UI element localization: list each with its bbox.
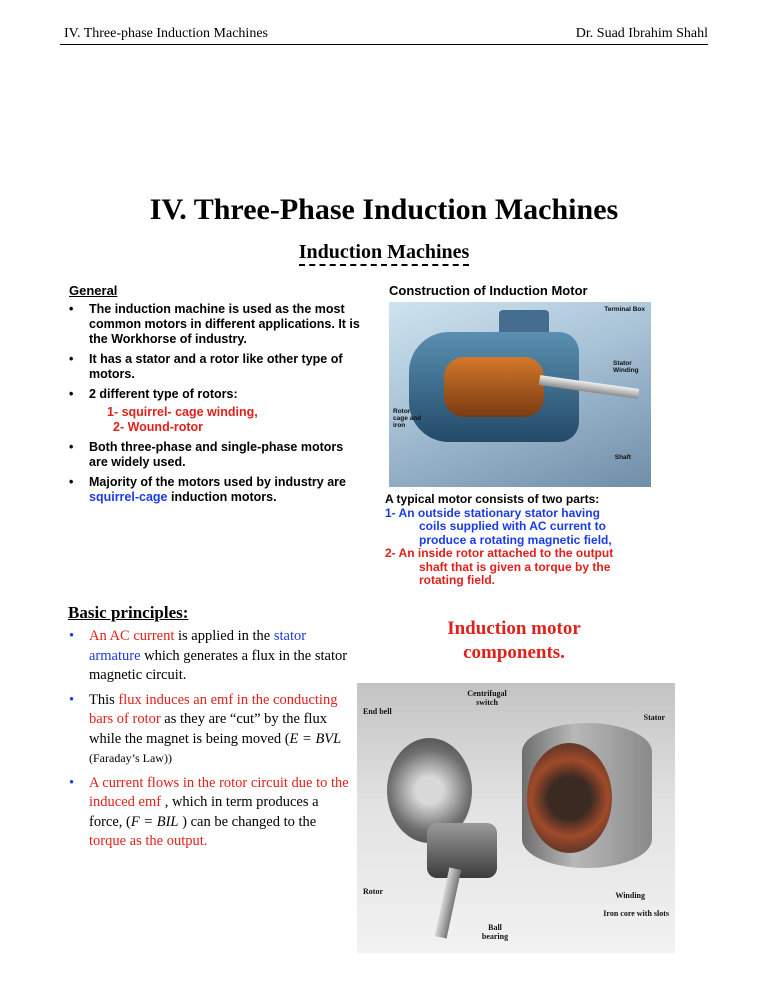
- motor-cutaway-image: [389, 302, 651, 487]
- list-item: • A current flows in the rotor circuit due to the induced emf , which in term produces a force, (F = BIL ) can be changed to the torque as the output.: [69, 774, 349, 849]
- construction-panel: [383, 283, 673, 588]
- rotor-type-2: 2- Wound-rotor: [113, 420, 204, 434]
- label-iron-core: Iron core with slots: [603, 909, 669, 918]
- page-title: IV. Three-Phase Induction Machines: [149, 193, 619, 226]
- slide-general-construction: [65, 283, 670, 587]
- rotor-shape: [427, 823, 497, 878]
- list-item: • 2 different type of rotors: 1- squirrel- cage winding, 2- Wound-rotor: [65, 387, 365, 435]
- label-stator-winding: Stator Winding: [613, 360, 639, 374]
- principles-bullets: [65, 627, 355, 852]
- rotor-type-1: 1- squirrel- cage winding,: [107, 405, 258, 419]
- general-panel: [65, 283, 365, 510]
- rotor-shaft-shape: [435, 868, 461, 939]
- label-end-bell: End bell: [363, 707, 392, 716]
- list-item: • The induction machine is used as the most common motors in different applications. It is the Workhorse of industry.: [69, 302, 360, 346]
- list-item: • An AC current is applied in the stator armature which generates a flux in the stator magnetic circuit.: [69, 628, 348, 683]
- header-author: Dr. Suad Ibrahim Shahl: [575, 26, 708, 41]
- stator-core-shape: [444, 357, 544, 417]
- components-title: Induction motor components.: [447, 618, 581, 663]
- typical-motor-description: A typical motor consists of two parts: 1- An outside stationary stator having coils supplied with AC current to produce a rotating magnetic field, 2- An inside rotor attached to the output shaft that is given a torque by the rotating field.: [385, 492, 614, 587]
- label-shaft: Shaft: [614, 454, 631, 461]
- winding-shape: [527, 743, 612, 853]
- construction-heading: Construction of Induction Motor: [389, 283, 588, 298]
- list-item: • This flux induces an emf in the conducting bars of rotor as they are “cut” by the flux while the magnet is being moved (E = BVL (Faraday’s Law)): [69, 691, 342, 765]
- page-header: [60, 22, 708, 45]
- motor-components-photo: [357, 683, 675, 953]
- slide-basic-principles: [65, 603, 675, 956]
- label-centrifugal-switch: Centrifugal switch: [467, 689, 507, 707]
- list-item: • It has a stator and a rotor like other type of motors.: [69, 352, 343, 381]
- components-panel: [353, 603, 675, 953]
- section-subtitle: Induction Machines: [0, 241, 768, 264]
- general-heading: General: [69, 283, 118, 298]
- principles-panel: [65, 603, 355, 857]
- label-stator: Stator: [643, 713, 665, 722]
- list-item: • Majority of the motors used by industry are squirrel-cage induction motors.: [69, 475, 346, 504]
- label-ball-bearing: Ball bearing: [481, 923, 509, 941]
- label-rotor: Rotor: [363, 887, 383, 896]
- list-item: • Both three-phase and single-phase motors are widely used.: [69, 440, 344, 469]
- label-winding: Winding: [615, 891, 645, 900]
- principles-heading: Basic principles:: [68, 603, 189, 622]
- header-chapter: IV. Three-phase Induction Machines: [64, 26, 268, 41]
- general-bullets: [65, 302, 365, 505]
- label-rotor-cage: Rotor cage and iron: [393, 408, 422, 429]
- label-terminal-box: Terminal Box: [604, 306, 645, 313]
